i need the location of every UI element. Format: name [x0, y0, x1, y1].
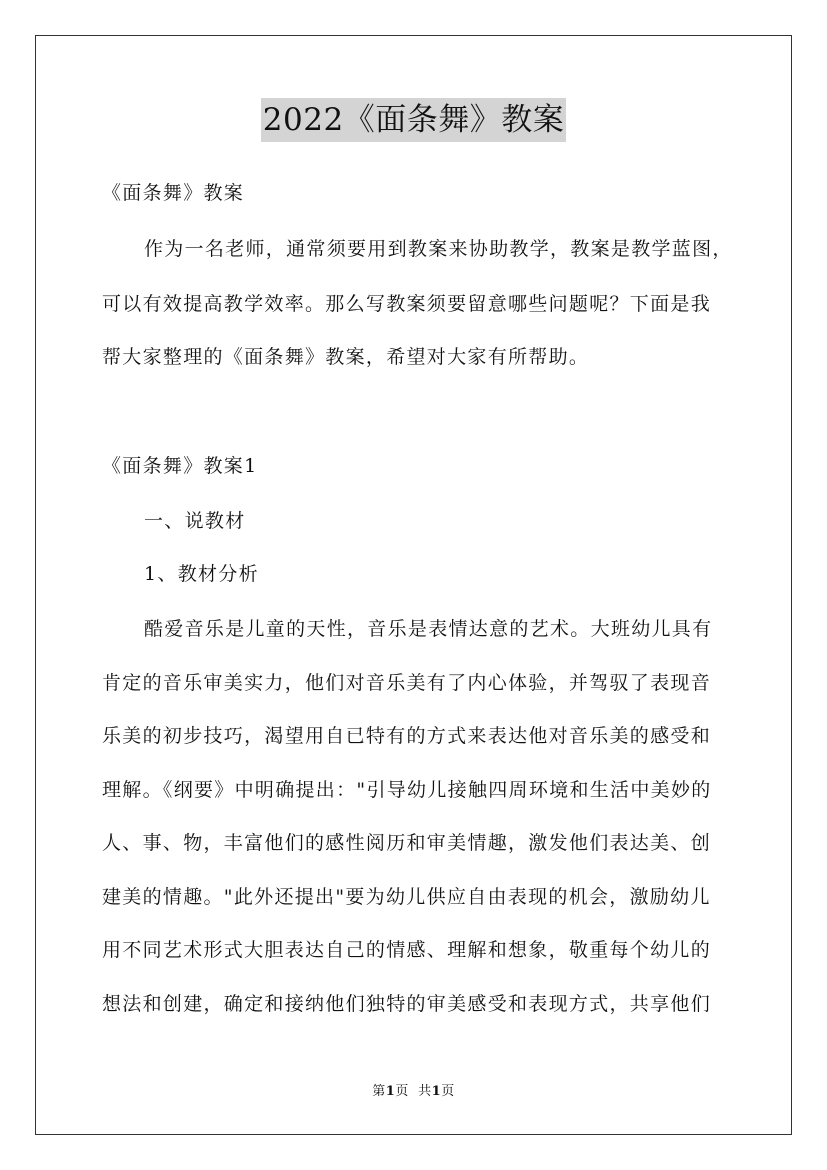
intro-line: 作为一名老师，通常须要用到教案来协助教学，教案是教学蓝图， — [144, 238, 733, 260]
body-line: 用不同艺术形式大胆表达自己的情感、理解和想象，敬重每个幼儿的 — [102, 939, 712, 961]
body-line: 理解。《纲要》中明确提出："引导幼儿接触四周环境和生活中美妙的 — [102, 779, 712, 801]
section-heading: 《面条舞》教案1 — [102, 455, 258, 477]
subheading: 一、说教材 — [144, 510, 246, 532]
document-subtitle: 《面条舞》教案 — [102, 182, 245, 204]
document-title: 2022《面条舞》教案 — [261, 98, 566, 142]
footer-page-prefix: 第 — [372, 1084, 386, 1099]
body-line: 酷爱音乐是儿童的天性，音乐是表情达意的艺术。大班幼儿具有 — [144, 618, 713, 640]
page-footer — [0, 1083, 827, 1101]
subheading: 1、教材分析 — [144, 563, 259, 585]
body-line: 建美的情趣。"此外还提出"要为幼儿供应自由表现的机会，激励幼儿 — [102, 886, 711, 908]
intro-line: 帮大家整理的《面条舞》教案，希望对大家有所帮助。 — [102, 346, 590, 368]
footer-page-current: 1 — [385, 1084, 396, 1099]
footer-total-prefix: 共 — [418, 1084, 432, 1099]
footer-page-total: 1 — [431, 1084, 442, 1099]
body-line: 想法和创建，确定和接纳他们独特的审美感受和表现方式，共享他们 — [102, 993, 712, 1015]
title-block — [0, 98, 827, 142]
body-line: 乐美的初步技巧，渴望用自已特有的方式来表达他对音乐美的感受和 — [102, 725, 712, 747]
footer-page-label: 页 — [395, 1084, 409, 1099]
intro-line: 可以有效提高教学效率。那么写教案须要留意哪些问题呢？下面是我 — [102, 293, 712, 315]
body-line: 人、事、物，丰富他们的感性阅历和审美情趣，激发他们表达美、创 — [102, 832, 712, 854]
body-line: 肯定的音乐审美实力，他们对音乐美有了内心体验，并驾驭了表现音 — [102, 672, 712, 694]
footer-total-label: 页 — [441, 1084, 455, 1099]
